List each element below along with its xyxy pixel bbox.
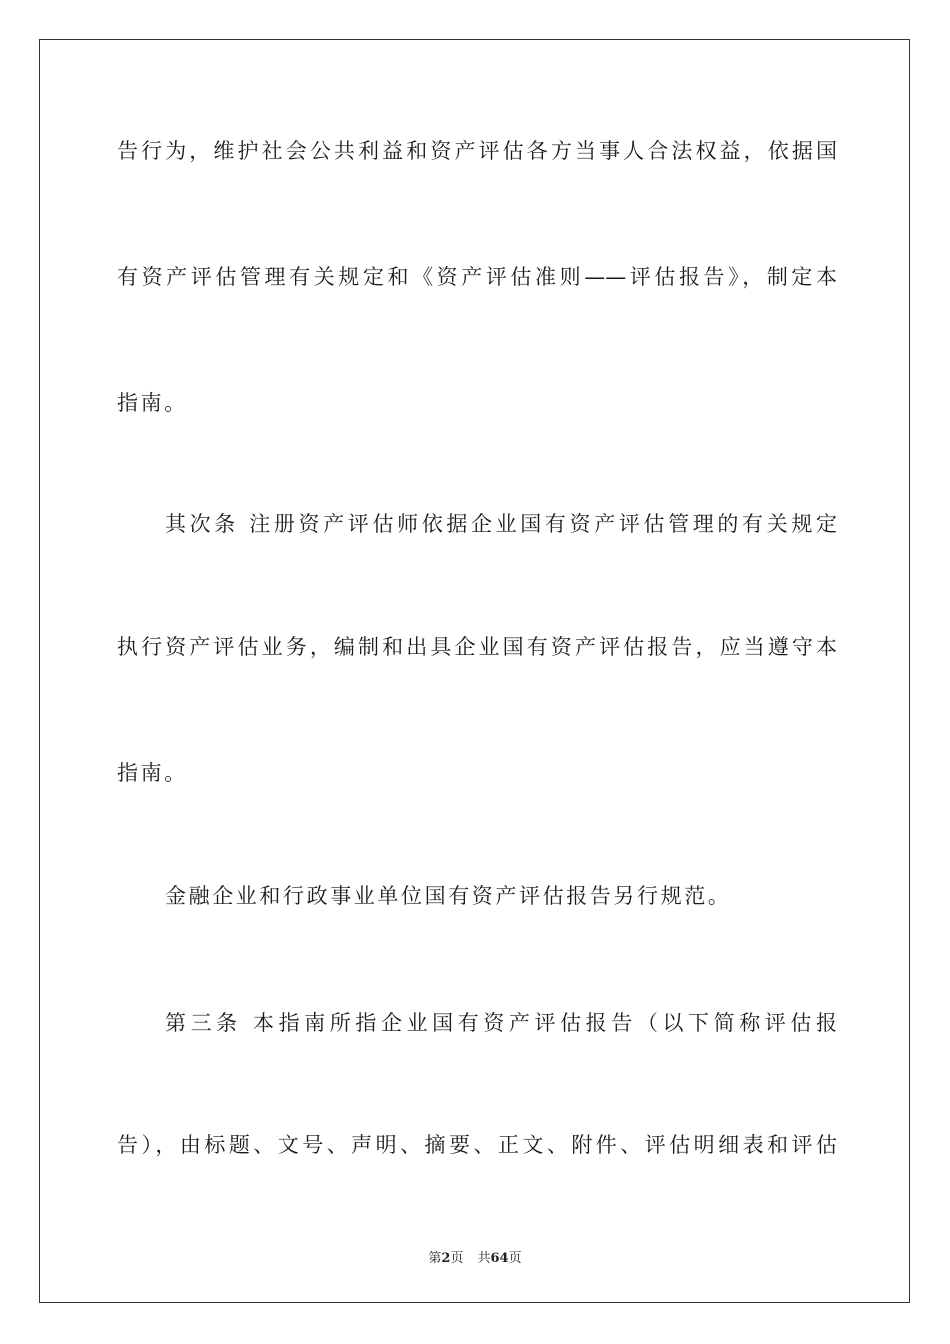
body-line-4: 其次条 注册资产评估师依据企业国有资产评估管理的有关规定 (165, 512, 837, 536)
body-line-8: 第三条 本指南所指企业国有资产评估报告（以下简称评估报 (165, 1011, 837, 1035)
body-line-5: 执行资产评估业务，编制和出具企业国有资产评估报告，应当遵守本 (117, 635, 837, 659)
total-suffix: 页 (508, 1251, 522, 1266)
page-footer (0, 1247, 950, 1266)
body-line-2: 有资产评估管理有关规定和《资产评估准则——评估报告》，制定本 (117, 265, 837, 289)
body-line-6: 指南。 (117, 761, 188, 785)
body-line-3: 指南。 (117, 391, 188, 415)
page-suffix: 页 (450, 1251, 464, 1266)
body-line-1: 告行为，维护社会公共利益和资产评估各方当事人合法权益，依据国 (117, 139, 837, 163)
page-number: 2 (441, 1251, 451, 1266)
total-prefix: 共 (477, 1251, 491, 1266)
page-border (39, 39, 910, 1303)
page-prefix: 第 (428, 1251, 442, 1266)
total-pages: 64 (490, 1251, 509, 1266)
body-line-7: 金融企业和行政事业单位国有资产评估报告另行规范。 (165, 884, 732, 908)
body-line-9: 告），由标题、文号、声明、摘要、正文、附件、评估明细表和评估 (117, 1133, 837, 1157)
